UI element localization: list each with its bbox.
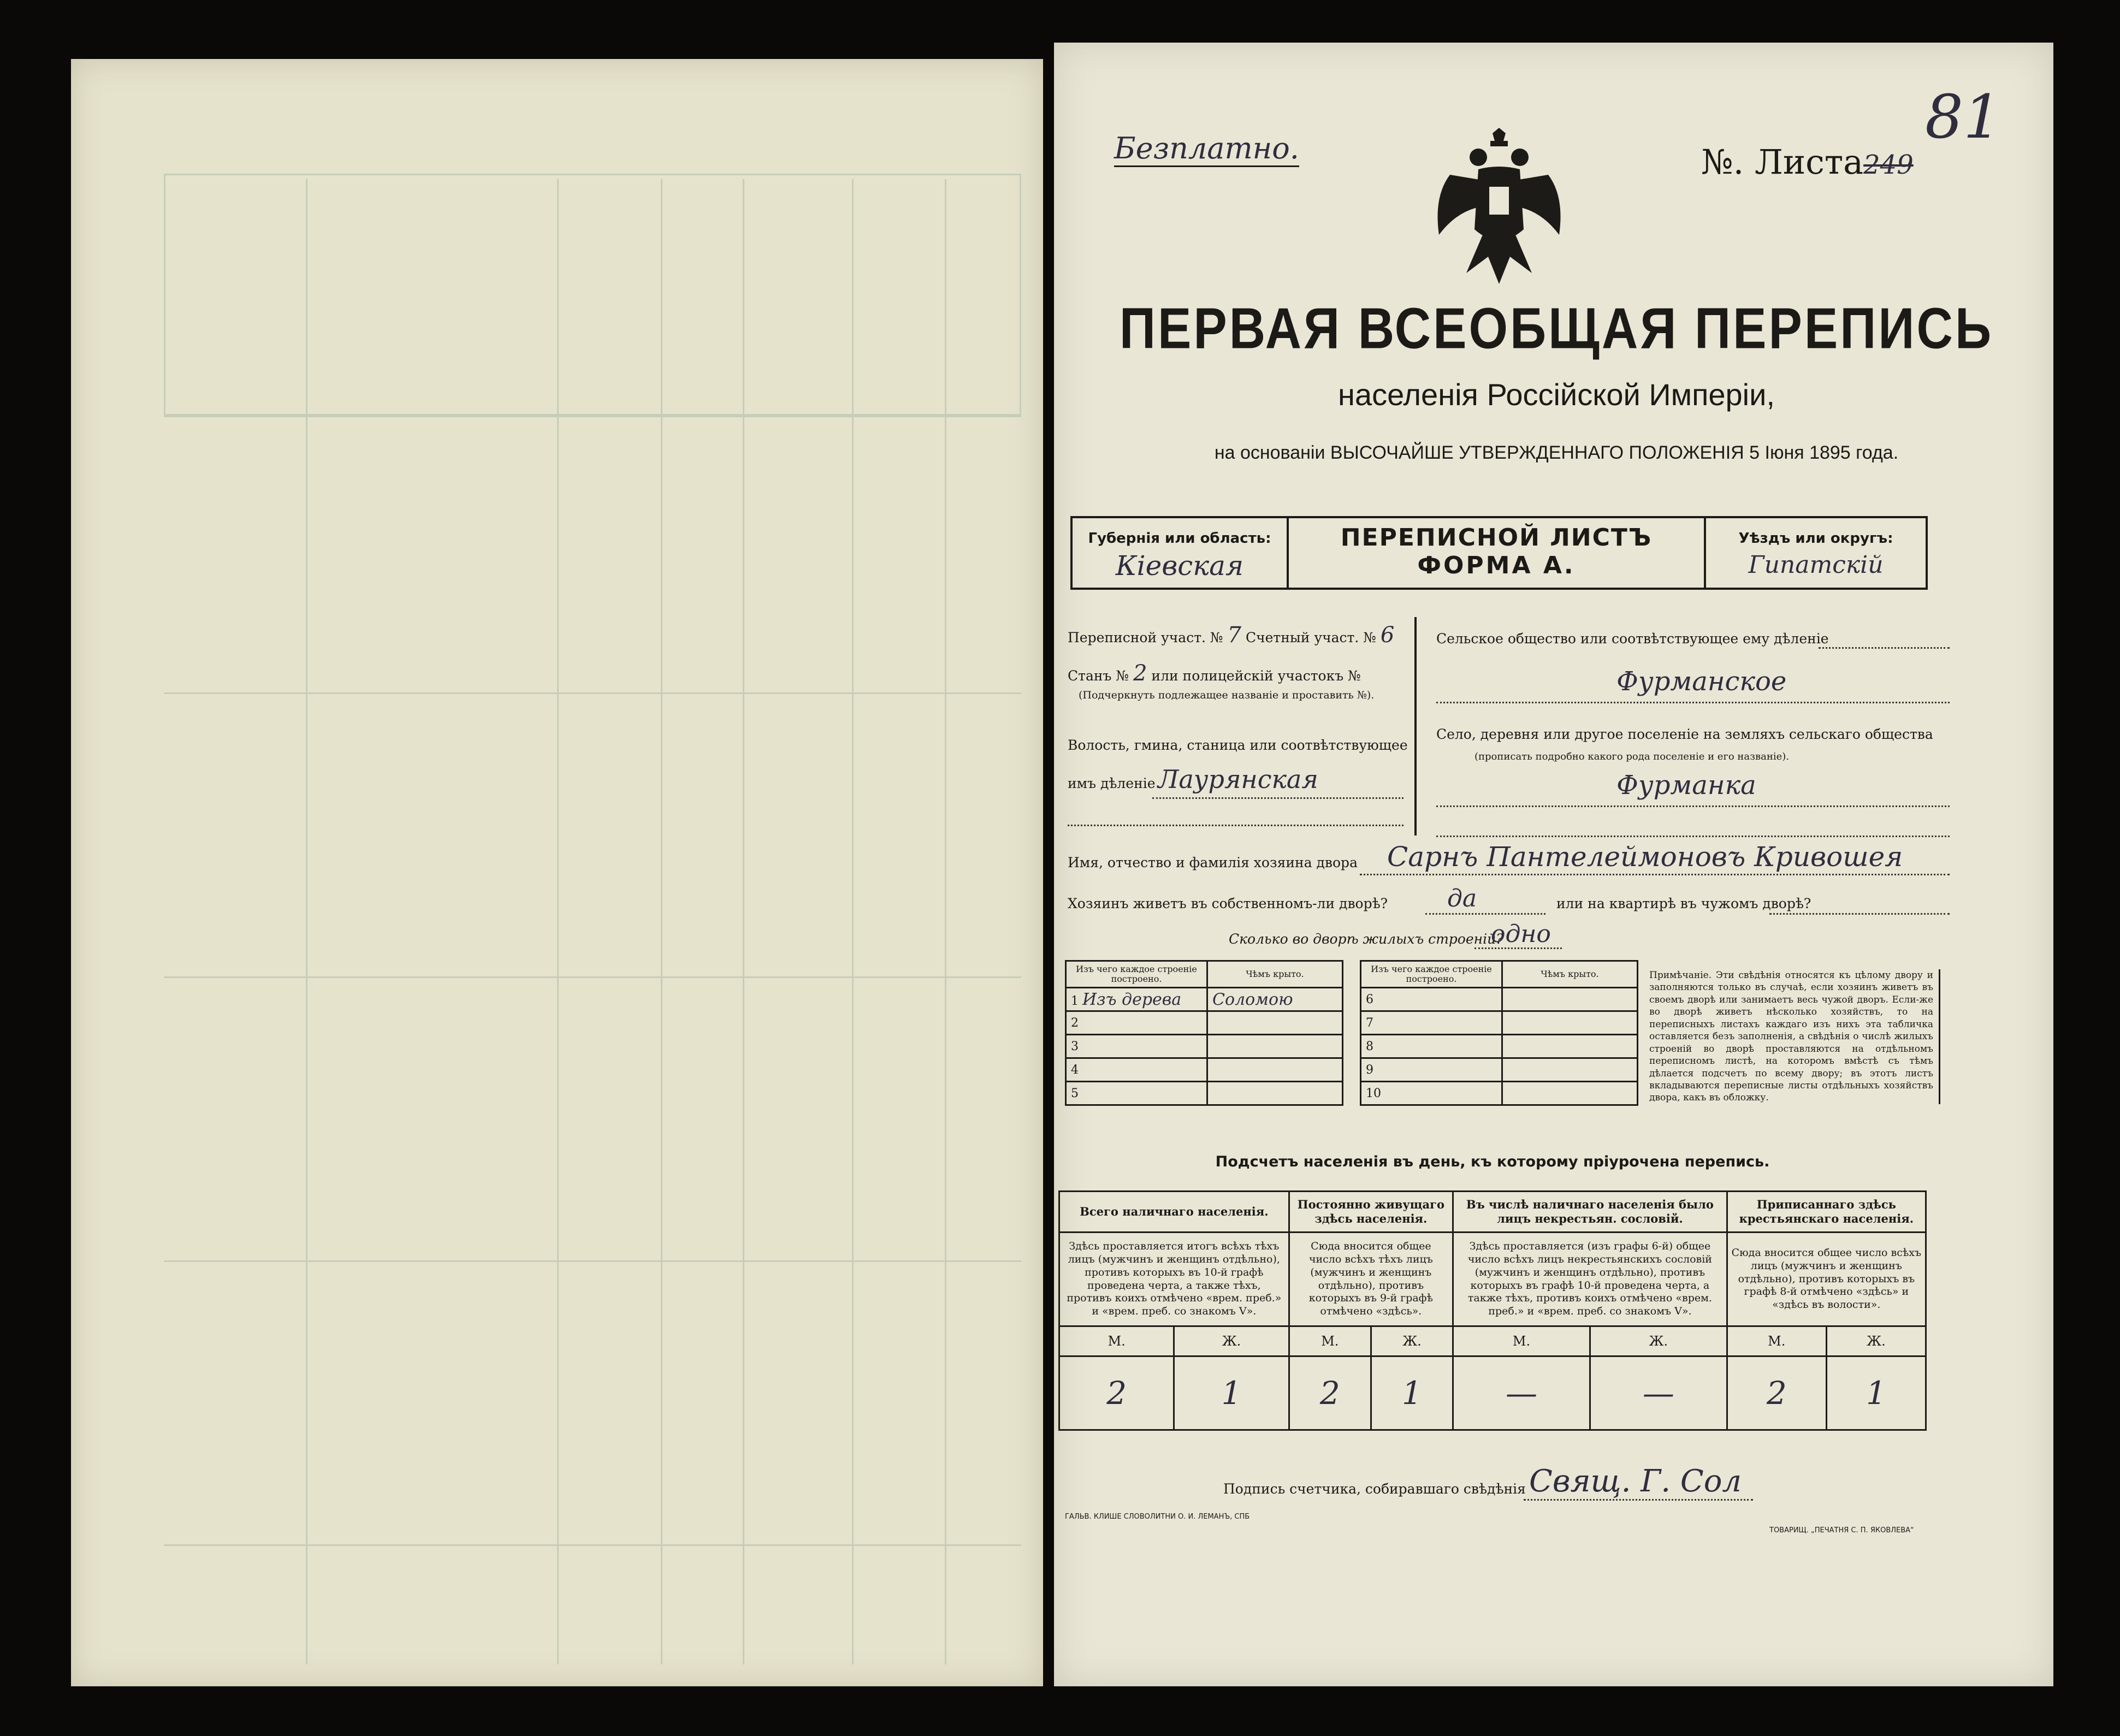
row-number: 6 xyxy=(1361,988,1502,1011)
structures-col-roof: Чѣмъ крыто. xyxy=(1502,961,1638,988)
stan-line xyxy=(1068,661,1361,686)
selo-label: Село, деревня или другое поселеніе на земляхъ сельскаго общества xyxy=(1436,726,1933,742)
structures-table-right xyxy=(1360,960,1638,1106)
own-yard-label: Хозяинъ живетъ въ собственномъ-ли дворѣ? xyxy=(1068,896,1388,911)
row-number: 1 xyxy=(1071,994,1079,1008)
material-value: Изъ дерева xyxy=(1082,990,1182,1009)
fill-line xyxy=(1436,702,1950,703)
male-count: 2 xyxy=(1059,1356,1174,1430)
sheet-number-value: 249 xyxy=(1863,150,1914,180)
gubernia-box xyxy=(1070,516,1289,590)
pop-col-header: Всего наличнаго населенія. xyxy=(1059,1192,1289,1233)
fill-line xyxy=(1474,947,1562,949)
table-row xyxy=(1361,1035,1638,1058)
schetny-uchastok-value: 6 xyxy=(1380,623,1395,648)
stan-note: (Подчеркнуть подлежащее названіе и проставить №). xyxy=(1079,689,1375,701)
selo-note: (прописать подробно какого рода поселеніе и его названіе). xyxy=(1474,751,1789,762)
structures-col-material: Изъ чего каждое строеніе построено. xyxy=(1066,961,1207,988)
row-number: 7 xyxy=(1361,1011,1502,1035)
table-row xyxy=(1361,988,1638,1011)
sheet-number-label: №. Листа xyxy=(1701,142,1864,182)
schetny-uchastok-label: Счетный участ. № xyxy=(1245,630,1376,645)
structures-table-left xyxy=(1065,960,1343,1106)
census-basis: на основаніи ВЫСОЧАЙШЕ УТВЕРЖДЕННАГО ПОЛОЖЕНІЯ 5 Іюня 1895 года. xyxy=(1214,442,1899,463)
pop-col-header: Въ числѣ наличнаго населенія было лицъ некрестьян. сословій. xyxy=(1453,1192,1727,1233)
male-label: М. xyxy=(1289,1326,1371,1356)
table-row xyxy=(1361,1082,1638,1105)
female-label: Ж. xyxy=(1371,1326,1453,1356)
fill-line xyxy=(1436,836,1950,837)
table-row xyxy=(1361,1011,1638,1035)
volost-value: Лаурянская xyxy=(1158,765,1318,794)
row-number: 8 xyxy=(1361,1035,1502,1058)
signature-value: Свящ. Г. Сол xyxy=(1529,1464,1742,1499)
fill-line xyxy=(1152,797,1404,799)
pop-col-desc: Здѣсь проставляется итогъ всѣхъ тѣхъ лицъ (мужчинъ и женщинъ отдѣльно), противъ которыхъ въ 10-й графѣ проведена черта, а также тѣхъ, противъ коихъ отмѣчено «врем. преб.» и «врем. преб. со знакомъ V». xyxy=(1059,1233,1289,1326)
fill-line xyxy=(1769,913,1950,915)
volost-label: Волость, гмина, станица или соотвѣтствующее xyxy=(1068,737,1408,753)
table-row xyxy=(1066,1011,1343,1035)
fill-line xyxy=(1425,913,1545,915)
pop-col-desc: Сюда вносится общее число всѣхъ тѣхъ лицъ (мужчинъ и женщинъ отдѣльно), противъ которыхъ въ 9-й графѣ отмѣчено «здѣсь». xyxy=(1289,1233,1453,1326)
footer-left: ГАЛЬВ. КЛИШЕ СЛОВОЛИТНИ О. И. ЛЕМАНЪ, СПБ xyxy=(1065,1513,1250,1521)
male-count: — xyxy=(1453,1356,1590,1430)
pop-col-header: Постоянно живущаго здѣсь населенія. xyxy=(1289,1192,1453,1233)
row-number: 2 xyxy=(1066,1011,1207,1035)
perepisnoy-uchastok-value: 7 xyxy=(1227,623,1241,648)
imperial-eagle-emblem xyxy=(1428,126,1570,289)
table-row xyxy=(1066,988,1343,1011)
owner-value: Сарнъ Пантелеймоновъ Кривошея xyxy=(1387,841,1903,873)
owner-label: Имя, отчество и фамилія хозяина двора xyxy=(1068,855,1358,870)
row-number: 9 xyxy=(1361,1058,1502,1082)
male-count: 2 xyxy=(1727,1356,1826,1430)
grid-line xyxy=(164,1260,1021,1262)
field-divider xyxy=(1414,617,1417,836)
faint-header-table xyxy=(164,174,1021,417)
grid-line xyxy=(852,179,854,1664)
census-title: ПЕРВАЯ ВСЕОБЩАЯ ПЕРЕПИСЬ xyxy=(1119,297,1994,361)
uezd-label: Уѣздъ или округъ: xyxy=(1738,530,1893,547)
pop-col-desc: Здѣсь проставляется (изъ графы 6-й) общее число всѣхъ лицъ некрестьянскихъ сословій (мужчинъ и женщинъ отдѣльно), противъ которыхъ въ графѣ 10-й проведена черта, а также тѣхъ, противъ коихъ отмѣчено «врем. преб.» и «врем. преб. со знакомъ V». xyxy=(1453,1233,1727,1326)
female-count: 1 xyxy=(1826,1356,1926,1430)
grid-line xyxy=(164,692,1021,694)
stan-label: Станъ № xyxy=(1068,668,1129,684)
form-type-box xyxy=(1289,516,1704,590)
grid-line xyxy=(164,414,1021,416)
table-row xyxy=(1361,1058,1638,1082)
male-count: 2 xyxy=(1289,1356,1371,1430)
volost-label2: имъ дѣленіе xyxy=(1068,775,1156,791)
grid-line xyxy=(743,179,744,1664)
roof-value: Соломою xyxy=(1207,988,1343,1011)
signature-label: Подпись счетчика, собиравшаго свѣдѣнія xyxy=(1223,1481,1526,1497)
grid-line xyxy=(164,1544,1021,1546)
census-subtitle: населенія Россійской Имперіи, xyxy=(1338,377,1775,412)
fill-line xyxy=(1068,825,1404,826)
population-title: Подсчетъ населенія въ день, къ которому пріурочена перепись. xyxy=(1215,1153,1770,1170)
stan-value: 2 xyxy=(1133,661,1147,686)
fill-line xyxy=(1524,1499,1753,1501)
fill-line xyxy=(1360,874,1950,875)
stan-tail: или полицейскій участокъ № xyxy=(1151,668,1361,684)
pop-col-desc: Сюда вносится общее число всѣхъ лицъ (мужчинъ и женщинъ отдѣльно), противъ которыхъ въ графѣ 8-й отмѣчено «здѣсь» и «здѣсь въ волости». xyxy=(1727,1233,1926,1326)
footer-right: ТОВАРИЩ. „ПЕЧАТНЯ С. П. ЯКОВЛЕВА“ xyxy=(1769,1526,1914,1534)
perepisnoy-uchastok-label: Переписной участ. № xyxy=(1068,630,1223,645)
grid-line xyxy=(945,179,946,1664)
row-number: 10 xyxy=(1361,1082,1502,1105)
female-label: Ж. xyxy=(1174,1326,1289,1356)
row-number: 3 xyxy=(1066,1035,1207,1058)
population-table xyxy=(1058,1190,1927,1431)
own-yard-value: да xyxy=(1447,885,1477,913)
form-title-line2: ФОРМА А. xyxy=(1417,552,1576,579)
fill-line xyxy=(1819,647,1950,649)
left-page xyxy=(71,59,1043,1686)
male-label: М. xyxy=(1059,1326,1174,1356)
female-label: Ж. xyxy=(1826,1326,1926,1356)
uezd-value: Гипатскій xyxy=(1748,551,1884,579)
rented-label: или на квартирѣ въ чужомъ дворѣ? xyxy=(1556,896,1811,911)
male-label: М. xyxy=(1727,1326,1826,1356)
buildings-value: одно xyxy=(1491,920,1551,948)
sheet-number xyxy=(1701,142,1914,182)
buildings-label: Сколько во дворѣ жилыхъ строеній? xyxy=(1229,931,1503,947)
table-row xyxy=(1066,1035,1343,1058)
gubernia-value: Кіевская xyxy=(1115,550,1244,582)
table-row xyxy=(1066,1082,1343,1105)
uchastok-line xyxy=(1068,623,1394,648)
male-label: М. xyxy=(1453,1326,1590,1356)
female-count: 1 xyxy=(1174,1356,1289,1430)
grid-line xyxy=(164,976,1021,978)
uezd-box xyxy=(1704,516,1928,590)
structures-note: Примѣчаніе. Эти свѣдѣнія относятся къ цѣлому двору и заполняются только въ случаѣ, если хозяинъ живетъ въ своемъ дворѣ или занимаетъ весь чужой дворъ. Если-же во дворѣ живетъ нѣсколько хозяйствъ, то на переписныхъ листахъ каждаго изъ нихъ эта табличка оставляется безъ заполненія, а свѣдѣнія о числѣ жилыхъ строеній во дворѣ проставляются на отдѣльномъ переписномъ листѣ, на которомъ вмѣстѣ съ тѣмъ дѣлается подсчетъ по всему двору; въ этотъ листъ вкладываются переписные листы отдѣльныхъ хозяйствъ двора, какъ въ обложку. xyxy=(1649,969,1940,1104)
obshchestvo-label: Сельское общество или соотвѣтствующее ему дѣленіе xyxy=(1436,631,1829,647)
row-number: 4 xyxy=(1066,1058,1207,1082)
archive-number: 81 xyxy=(1925,82,2001,152)
structures-col-roof: Чѣмъ крыто. xyxy=(1207,961,1343,988)
table-row xyxy=(1066,1058,1343,1082)
form-title-line1: ПЕРЕПИСНОЙ ЛИСТЪ xyxy=(1340,524,1653,552)
structures-col-material: Изъ чего каждое строеніе построено. xyxy=(1361,961,1502,988)
female-count: — xyxy=(1590,1356,1727,1430)
grid-line xyxy=(306,179,307,1664)
gubernia-label: Губернія или область: xyxy=(1088,530,1271,547)
female-label: Ж. xyxy=(1590,1326,1727,1356)
obshchestvo-value: Фурманское xyxy=(1616,666,1787,697)
grid-line xyxy=(557,179,559,1664)
grid-line xyxy=(661,179,662,1664)
row-number: 5 xyxy=(1066,1082,1207,1105)
selo-value: Фурманка xyxy=(1616,770,1756,801)
pop-col-header: Приписаннаго здѣсь крестьянскаго населенія. xyxy=(1727,1192,1926,1233)
female-count: 1 xyxy=(1371,1356,1453,1430)
free-label: Безплатно. xyxy=(1114,131,1299,167)
fill-line xyxy=(1436,805,1950,807)
